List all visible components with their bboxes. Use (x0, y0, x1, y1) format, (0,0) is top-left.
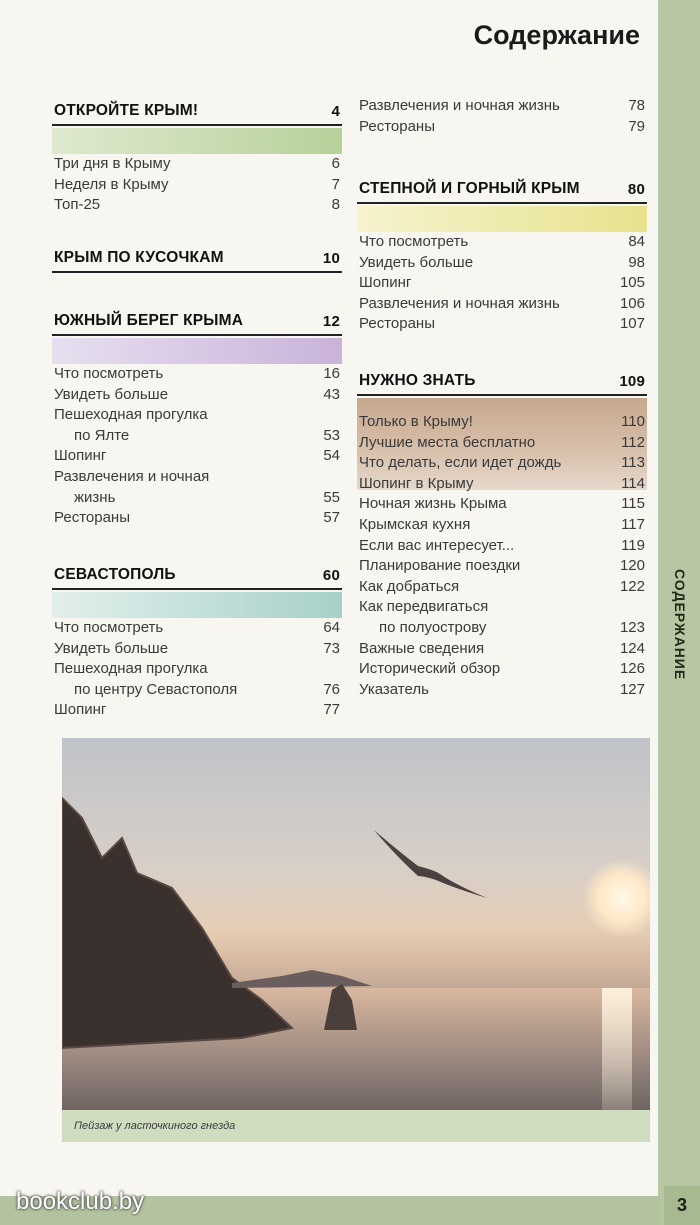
section-heading[interactable] (52, 566, 342, 590)
section-page: 12 (322, 313, 340, 330)
entries (357, 232, 647, 335)
section-page: 60 (322, 567, 340, 584)
toc-entry[interactable]: Топ-25 8 (54, 196, 340, 214)
toc-entry[interactable]: Исторический обзор 126 (359, 660, 645, 678)
toc-entry[interactable]: Пешеходная прогулка (54, 406, 208, 424)
section-title: ОТКРОЙТЕ КРЫМ! (54, 102, 199, 119)
section-title: СЕВАСТОПОЛЬ (54, 566, 176, 583)
toc-entry[interactable]: Три дня в Крыму 6 (54, 155, 340, 172)
landscape-photo (62, 738, 650, 1110)
section-heading[interactable] (357, 372, 647, 396)
section-title: СТЕПНОЙ И ГОРНЫЙ КРЫМ (359, 180, 580, 197)
entries (357, 96, 647, 137)
toc-entry[interactable]: Развлечения и ночная жизнь 78 (359, 97, 645, 114)
toc-entry[interactable]: Что делать, если идет дождь 113 (359, 454, 645, 472)
toc-entry[interactable]: Неделя в Крыму 7 (54, 175, 340, 193)
section-sevastopol (52, 566, 342, 721)
section-title: КРЫМ ПО КУСОЧКАМ (54, 249, 224, 266)
toc-entry[interactable]: Важные сведения 124 (359, 639, 645, 657)
toc-entry[interactable]: Рестораны 107 (359, 315, 645, 333)
toc-entry[interactable]: Рестораны 79 (359, 117, 645, 135)
section-heading[interactable] (357, 180, 647, 204)
section-heading[interactable] (52, 249, 342, 273)
toc-entry[interactable]: Увидеть больше 43 (54, 385, 340, 403)
section-page: 80 (627, 181, 645, 198)
section-need-to-know (357, 372, 647, 700)
entries (52, 618, 342, 721)
section-band (357, 206, 647, 232)
toc-entry[interactable]: Крымская кухня 117 (359, 515, 645, 533)
toc-entry[interactable]: Развлечения и ночная жизнь 106 (359, 294, 645, 312)
toc-entry[interactable]: Если вас интересует... 119 (359, 536, 645, 554)
seagull-icon (374, 830, 487, 898)
entries (52, 154, 342, 216)
toc-entry[interactable]: Шопинг 105 (359, 274, 645, 292)
section-band (52, 338, 342, 364)
toc-entry[interactable]: Что посмотреть 84 (359, 233, 645, 250)
section-band (52, 128, 342, 154)
toc-entry[interactable]: Что посмотреть 64 (54, 619, 340, 636)
toc-entry[interactable]: Рестораны 57 (54, 509, 340, 527)
cliff-silhouette (62, 798, 292, 1048)
toc-entry[interactable]: Шопинг в Крыму 114 (359, 474, 645, 492)
toc-entry[interactable]: Увидеть больше 73 (54, 639, 340, 657)
toc-entry[interactable]: Указатель 127 (359, 680, 645, 698)
section-title: НУЖНО ЗНАТЬ (359, 372, 476, 389)
toc-entry[interactable]: жизнь 55 (74, 488, 340, 506)
section-heading[interactable] (52, 102, 342, 126)
rock-in-sea (324, 984, 357, 1030)
toc-entry[interactable]: Как передвигаться (359, 598, 489, 616)
section-page: 4 (331, 103, 340, 120)
toc-entry[interactable]: по Ялте 53 (74, 426, 340, 444)
toc-entry[interactable]: по полуострову 123 (379, 618, 645, 636)
page-title: Содержание (473, 20, 640, 50)
photo-caption-bar (62, 1110, 650, 1142)
photo-caption: Пейзаж у ласточкиного гнезда (74, 1120, 236, 1132)
side-section-label: СОДЕРЖАНИЕ (672, 569, 688, 681)
toc-entry[interactable]: Как добраться 122 (359, 577, 645, 595)
toc-entry[interactable]: Ночная жизнь Крыма 115 (359, 495, 645, 513)
toc-entry[interactable]: Планирование поездки 120 (359, 557, 645, 575)
section-heading[interactable] (52, 312, 342, 336)
toc-entry[interactable]: Шопинг 54 (54, 447, 340, 465)
toc-entry[interactable]: по центру Севастополя 76 (74, 680, 340, 698)
toc-entry[interactable]: Что посмотреть 16 (54, 365, 340, 382)
section-page: 109 (619, 373, 645, 390)
distant-mountain (232, 970, 372, 988)
toc-entry[interactable]: Шопинг 77 (54, 701, 340, 719)
section-crimea-pieces (52, 249, 342, 273)
toc-entry[interactable]: Лучшие места бесплатно 112 (359, 433, 645, 451)
watermark: bookclub.by (16, 1188, 145, 1215)
section-south-coast (52, 312, 342, 529)
toc-entry[interactable]: Только в Крыму! 110 (359, 413, 645, 430)
section-page: 10 (322, 250, 340, 267)
page-number: 3 (664, 1186, 700, 1225)
section-continued (357, 96, 647, 137)
section-band (52, 592, 342, 618)
section-steppe-mountain (357, 180, 647, 335)
toc-entry[interactable]: Увидеть больше 98 (359, 253, 645, 271)
entries (357, 396, 647, 700)
photo-scene (62, 738, 650, 1110)
toc-entry[interactable]: Развлечения и ночная (54, 467, 210, 485)
entries (52, 364, 342, 529)
section-title: ЮЖНЫЙ БЕРЕГ КРЫМА (54, 312, 244, 329)
toc-entry[interactable]: Пешеходная прогулка (54, 660, 208, 678)
section-open-crimea (52, 102, 342, 216)
